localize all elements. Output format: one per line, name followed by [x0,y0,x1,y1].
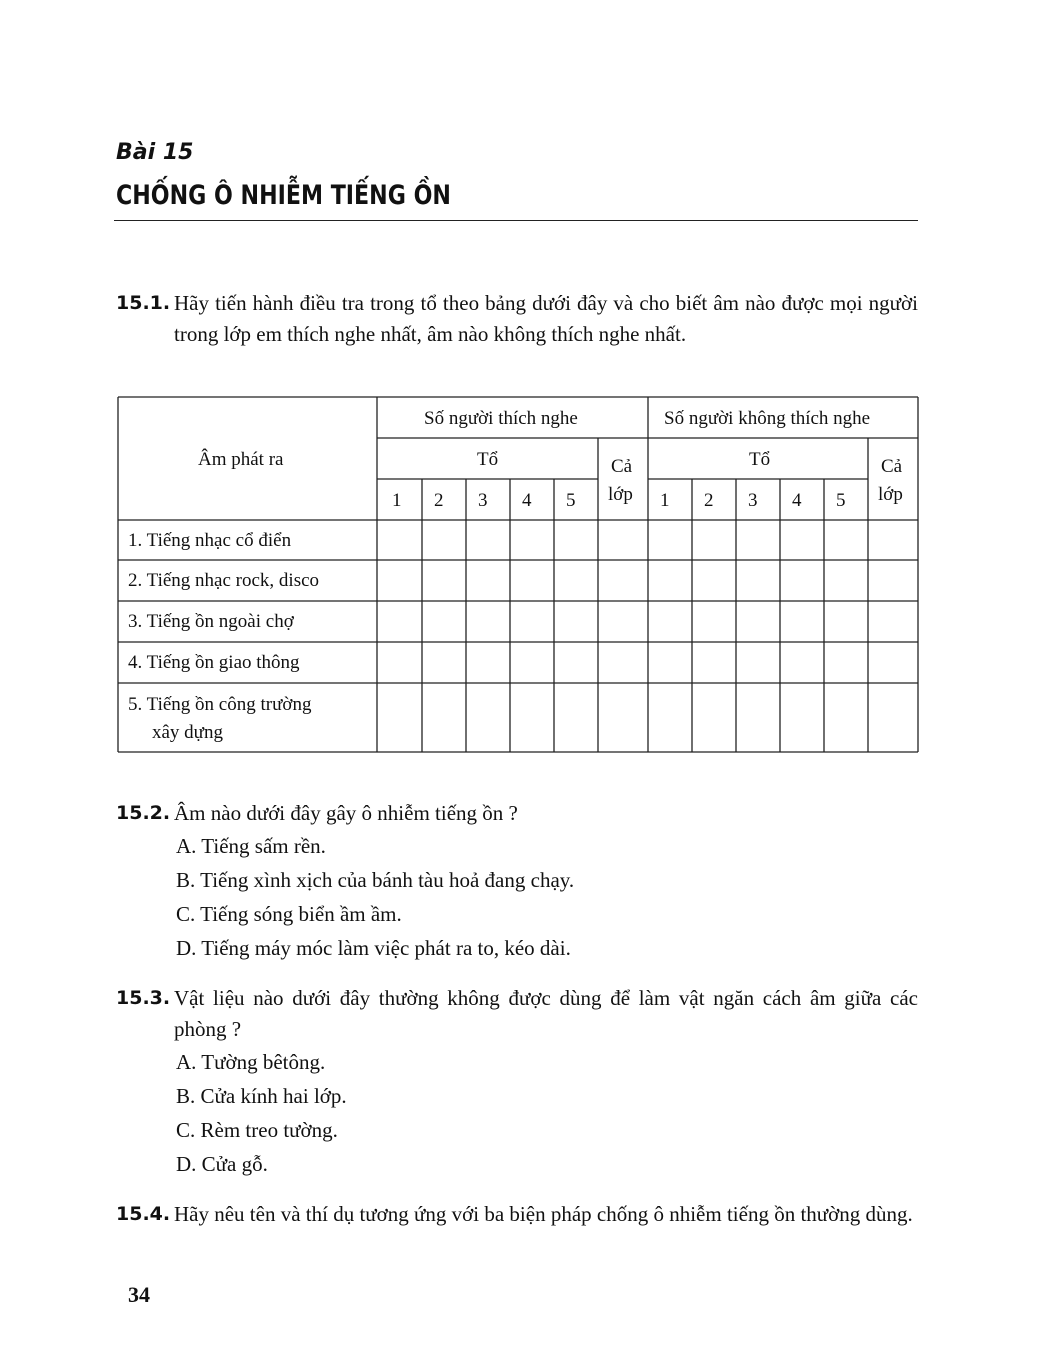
question-text: Hãy nêu tên và thí dụ tương ứng với ba biện pháp chống ô nhiễm tiếng ồn thường dùng. [174,1202,913,1226]
answer-option: D. Tiếng máy móc làm việc phát ra to, kéo dài. [176,936,571,960]
lesson-label: Bài 15 [116,140,194,165]
lesson-title: CHỐNG Ô NHIỄM TIẾNG ỒN [116,180,451,211]
table-like-header: Số người thích nghe [424,408,578,429]
group-number: 2 [434,490,444,511]
question-number: 15.3. [116,987,171,1009]
group-number: 1 [660,490,670,511]
question-text: Hãy tiến hành điều tra trong tổ theo bảng dưới đây và cho biết âm nào được mọi người trong lớp em thích nghe nhất, âm nào không thích nghe nhất. [174,291,918,346]
question-15-4 [116,1199,918,1230]
table-row-label: 4. Tiếng ồn giao thông [128,652,300,673]
group-number: 3 [748,490,758,511]
question-number: 15.4. [116,1203,171,1225]
question-number: 15.2. [116,802,171,824]
table-row-label-continued: xây dựng [152,722,223,743]
table-class-label-dislike: Cả [881,456,903,477]
answer-option: A. Tiếng sấm rền. [176,834,326,858]
table-row-label: 3. Tiếng ồn ngoài chợ [128,611,294,632]
answer-option: D. Cửa gỗ. [176,1152,268,1176]
table-class-label-like: Cả [611,456,633,477]
table-class-label-like-2: lớp [608,484,633,505]
group-number: 5 [836,490,846,511]
answer-option: A. Tường bêtông. [176,1050,326,1074]
group-number: 4 [522,490,532,511]
group-number: 4 [792,490,802,511]
table-class-label-dislike-2: lớp [878,484,903,505]
answer-option: B. Tiếng xình xịch của bánh tàu hoả đang chạy. [176,868,575,892]
table-group-label-dislike: Tổ [749,449,771,470]
table-row-label: 2. Tiếng nhạc rock, disco [128,570,320,591]
group-number: 1 [392,490,402,511]
table-row-header: Âm phát ra [198,449,284,470]
table-row-label: 5. Tiếng ồn công trường [128,694,312,715]
question-15-3 [116,983,918,1181]
group-number: 2 [704,490,714,511]
answer-option: B. Cửa kính hai lớp. [176,1084,347,1108]
question-text: Âm nào dưới đây gây ô nhiễm tiếng ồn ? [174,801,518,825]
table-group-label-like: Tổ [477,449,499,470]
table-dislike-header: Số người không thích nghe [664,408,871,429]
table-row-label: 1. Tiếng nhạc cổ điển [128,530,292,551]
question-15-2 [116,798,918,965]
answer-option: C. Rèm treo tường. [176,1118,338,1142]
page-number: 34 [128,1282,150,1307]
group-number: 3 [478,490,488,511]
group-number: 5 [566,490,576,511]
answer-option: C. Tiếng sóng biển ầm ầm. [176,902,402,926]
question-text: Vật liệu nào dưới đây thường không được dùng để làm vật ngăn cách âm giữa các phòng ? [174,986,918,1041]
question-number: 15.1. [116,292,171,314]
